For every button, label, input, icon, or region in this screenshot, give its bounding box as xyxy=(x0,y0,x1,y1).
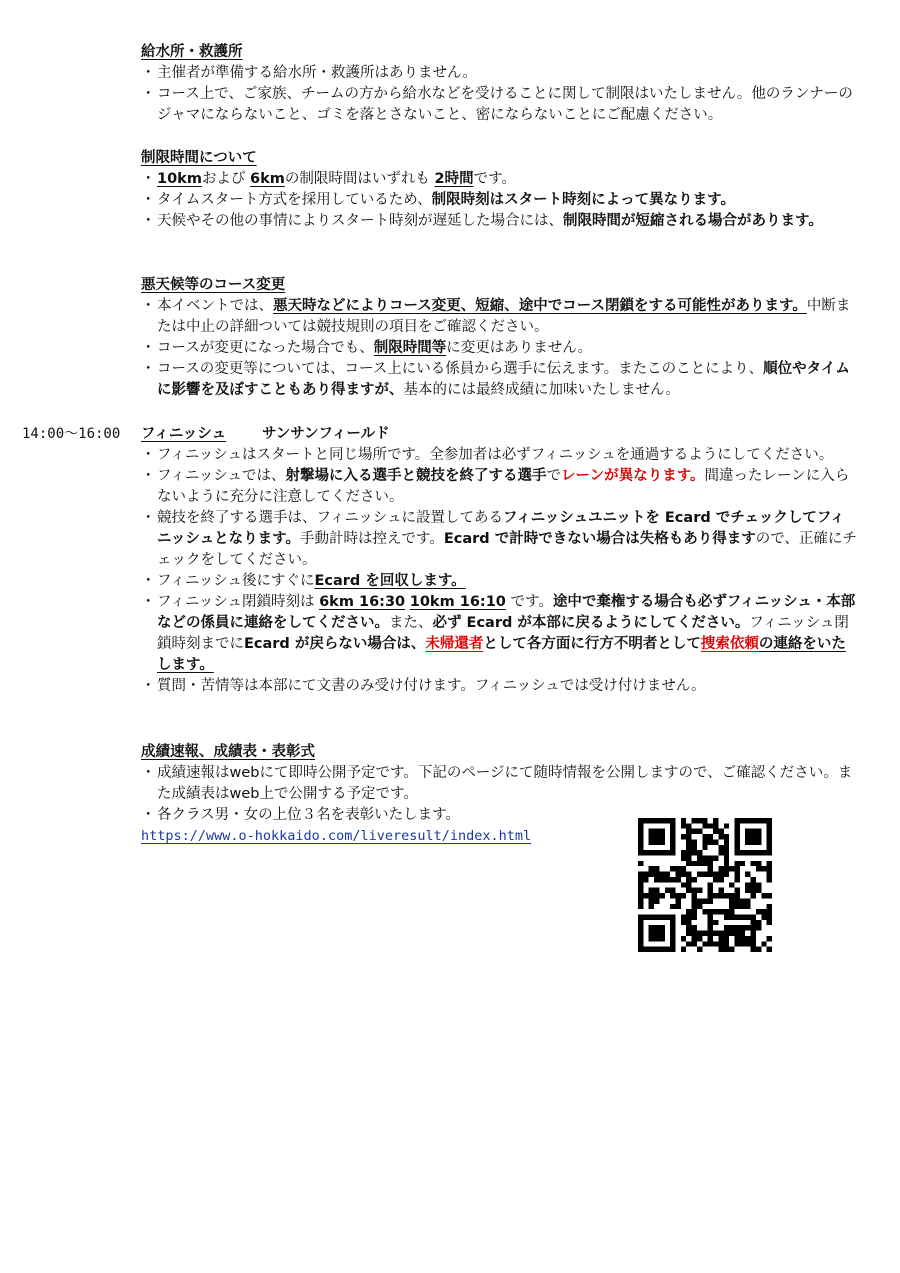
list-item: ・ コースの変更等については、コース上にいる係員から選手に伝えます。またこのことにより、順位やタイムに影響を及ぼすこともあり得ますが、基本的には最終成績に加味いたしません。 xyxy=(141,361,850,398)
list-item: ・ フィニッシュはスタートと同じ場所です。全参加者は必ずフィニッシュを通過するようにしてください。 xyxy=(141,447,834,463)
time-limit-section xyxy=(141,148,857,232)
list-item: ・ タイムスタート方式を採用しているため、制限時刻はスタート時刻によって異なります。 xyxy=(141,192,735,208)
list-item: ・ 本イベントでは、悪天時などによりコース変更、短縮、途中でコース閉鎖をする可能性があります。中断または中止の詳細ついては競技規則の項目をご確認ください。 xyxy=(141,298,851,335)
list-item: ・ フィニッシュでは、射撃場に入る選手と競技を終了する選手でレーンが異なります。間違ったレーンに入らないように充分に注意してください。 xyxy=(141,468,850,505)
results-heading: 成績速報、成績表・表彰式 xyxy=(141,744,315,760)
list-item: ・ コース上で、ご家族、チームの方から給水などを受けることに関して制限はいたしません。他のランナーのジャマにならないこと、ゴミを落とさないこと、密にならないことにご配慮ください。 xyxy=(141,86,853,123)
list-item: ・ フィニッシュ後にすぐにEcard を回収します。 xyxy=(141,573,466,589)
course-change-section xyxy=(141,275,857,401)
list-item: ・ 成績速報はwebにて即時公開予定です。下記のページにて随時情報を公開しますので、ご確認ください。また成績表はweb上で公開する予定です。 xyxy=(141,765,853,802)
finish-place: サンサンフィールド xyxy=(261,426,390,442)
list-item: ・ 質問・苦情等は本部にて文書のみ受け付けます。フィニッシュでは受け付けません。 xyxy=(141,678,706,694)
list-item: ・ 各クラス男・女の上位３名を表彰いたします。 xyxy=(141,807,460,823)
water-station-heading: 給水所・救護所 xyxy=(141,44,243,60)
qr-code-image xyxy=(638,818,772,952)
finish-section xyxy=(141,424,857,697)
list-item: ・ 天候やその他の事情によりスタート時刻が遅延した場合には、制限時間が短縮される場合があります。 xyxy=(141,213,823,229)
list-item: ・ コースが変更になった場合でも、制限時間等に変更はありません。 xyxy=(141,340,593,356)
list-item: ・ 競技を終了する選手は、フィニッシュに設置してあるフィニッシュユニットを Ecard でチェックしてフィニッシュとなります。手動計時は控えです。Ecard で計時できない場合は失格もあり得ますので、正確にチェックをしてください。 xyxy=(141,510,857,568)
finish-heading-row xyxy=(141,424,857,445)
list-item: ・ 主催者が準備する給水所・救護所はありません。 xyxy=(141,65,477,81)
water-station-section xyxy=(141,42,857,126)
results-url-link[interactable]: https://www.o-hokkaido.com/liveresult/index.html xyxy=(141,828,532,844)
finish-heading: フィニッシュ xyxy=(141,426,226,442)
list-item: ・ 10kmおよび 6kmの制限時間はいずれも 2時間です。 xyxy=(141,171,516,187)
time-limit-heading: 制限時間について xyxy=(141,150,257,166)
course-change-heading: 悪天候等のコース変更 xyxy=(141,277,286,293)
list-item: ・ フィニッシュ閉鎖時刻は 6km 16:30 10km 16:10 です。途中で棄権する場合も必ずフィニッシュ・本部などの係員に連絡をしてください。また、必ず Ecard が本部に戻るようにしてください。フィニッシュ閉鎖時刻までにEcard が戻らない場合は、未帰還者として各方面に行方不明者として捜索依頼の連絡をいたします。 xyxy=(141,594,856,673)
finish-time-range: 14:00～16:00 xyxy=(22,426,121,442)
